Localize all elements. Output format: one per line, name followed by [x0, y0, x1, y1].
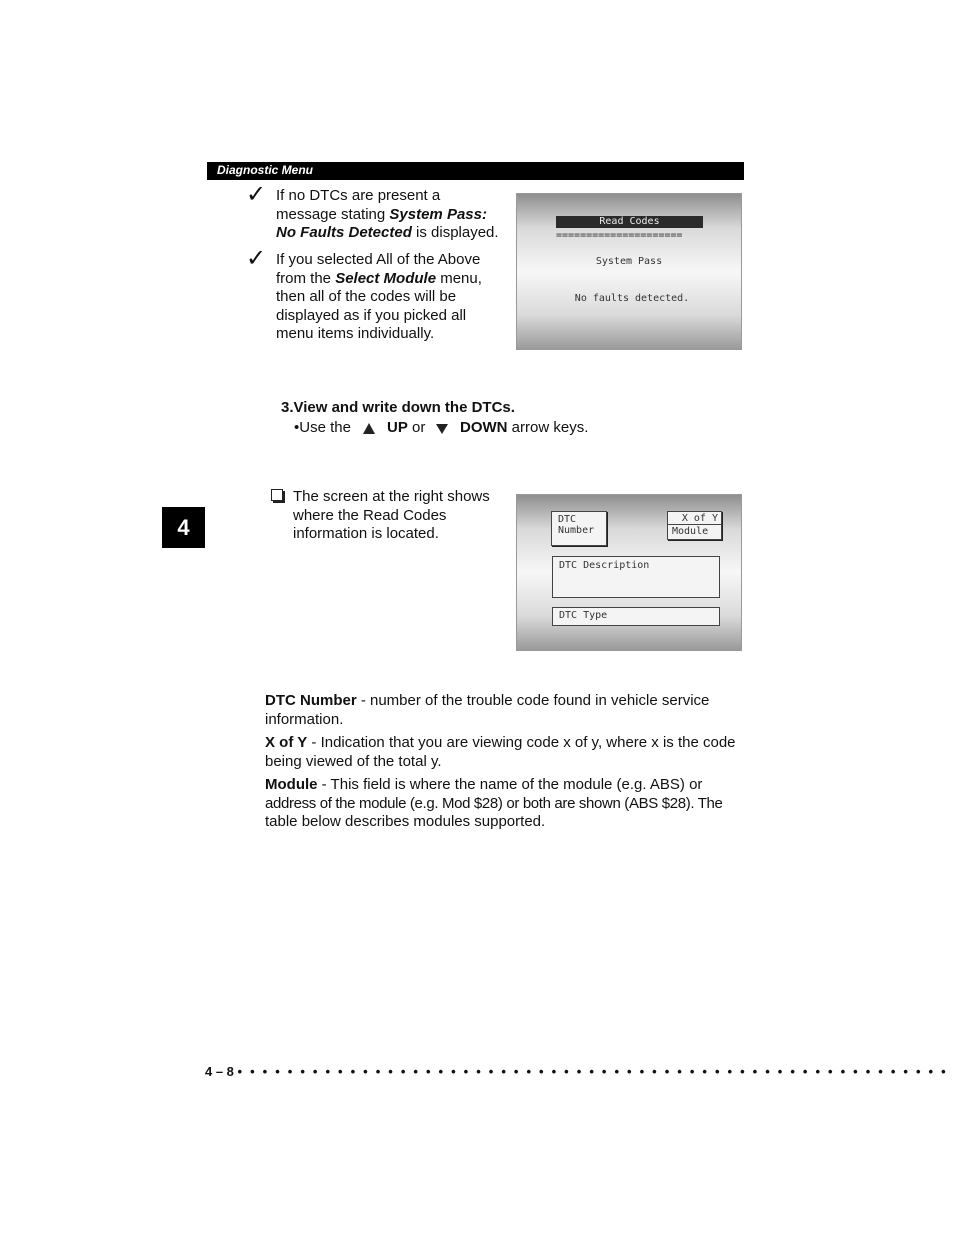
definition-line: being viewed of the total y.	[265, 752, 442, 770]
screen-title: Read Codes	[556, 216, 703, 228]
bullet-line: If no DTCs are present a	[276, 187, 441, 204]
screen-system-pass: System Pass	[595, 256, 663, 267]
dtc-description-field	[552, 556, 720, 598]
module-field	[667, 524, 722, 540]
emphasis-text: System Pass:	[389, 205, 487, 223]
definition-term: Module	[265, 776, 318, 793]
down-key-text: DOWN arrow keys.	[460, 419, 589, 436]
definition-module	[265, 776, 745, 832]
emphasis-text: Select Module	[335, 269, 437, 287]
page-footer	[205, 1064, 948, 1079]
definition-line: DTC Number - number of the trouble code found in vehicle service	[265, 692, 710, 709]
check-icon: ✓	[246, 245, 267, 272]
definition-term: DTC Number	[265, 692, 357, 709]
bullet-line: from the Select Module menu,	[276, 269, 482, 287]
dtc-label: DTC	[558, 514, 577, 525]
definition-dtc-number	[265, 692, 745, 729]
definition-line: Module - This field is where the name of the module (e.g. ABS) or	[265, 776, 703, 793]
note-box-icon	[271, 489, 283, 501]
dtc-number-field	[551, 511, 607, 546]
up-key-label: UP	[387, 419, 408, 436]
up-triangle-icon	[363, 423, 375, 434]
scan-tool-screen-layout	[516, 494, 742, 651]
x-of-y-label: X of Y	[681, 513, 718, 524]
step-3-heading: 3.View and write down the DTCs.	[281, 399, 515, 416]
definition-term: X of Y	[265, 734, 308, 751]
dtc-type-label: DTC Type	[559, 610, 608, 621]
footer-dot-leader: • • • • • • • • • • • • • • • • • • • • • • • • • • • • • • • • • • • • • • • • • • • • • • • • • • • • • • • • •	[237, 1064, 948, 1079]
screen-no-faults: No faults detected.	[574, 293, 690, 304]
step-3-instruction: •Use the	[294, 419, 351, 436]
down-triangle-icon	[436, 424, 448, 434]
bullet-line: message stating System Pass:	[276, 205, 487, 223]
note-line: information is located.	[293, 525, 439, 543]
scan-tool-screen-read-codes	[516, 193, 742, 350]
definition-line: table below describes modules supported.	[265, 813, 546, 831]
bullet-line: displayed as if you picked all	[276, 306, 467, 324]
dtc-description-label: DTC Description	[559, 560, 650, 571]
bullet-line: menu items individually.	[276, 325, 435, 343]
dtc-type-field	[552, 607, 720, 626]
module-label: Module	[672, 526, 709, 537]
note-line: The screen at the right shows	[293, 488, 490, 505]
emphasis-text: No Faults Detected	[276, 224, 412, 242]
down-key-label: DOWN	[460, 419, 508, 436]
definition-line: information.	[265, 710, 344, 728]
bullet-line: then all of the codes will be	[276, 288, 457, 306]
check-icon: ✓	[246, 181, 267, 208]
section-header-title: Diagnostic Menu	[217, 163, 314, 177]
bullet-all-above	[276, 251, 516, 344]
note-line: where the Read Codes	[293, 506, 447, 524]
up-down-keys-text: UP or	[387, 419, 426, 436]
chapter-tab: 4	[162, 507, 205, 548]
section-header-bar	[207, 162, 744, 180]
definition-line: address of the module (e.g. Mod $28) or both are shown (ABS $28). The	[265, 794, 723, 812]
bullet-no-dtcs	[276, 187, 516, 243]
definition-line: X of Y - Indication that you are viewing code x of y, where x is the code	[265, 734, 736, 751]
screen-rule: =====================	[556, 230, 683, 241]
bullet-line: If you selected All of the Above	[276, 251, 481, 268]
definition-x-of-y	[265, 734, 745, 771]
note-read-codes-location	[293, 488, 508, 544]
bullet-line: No Faults Detected is displayed.	[276, 224, 499, 242]
page-number: 4 – 8	[205, 1064, 234, 1079]
number-label: Number	[558, 525, 595, 536]
